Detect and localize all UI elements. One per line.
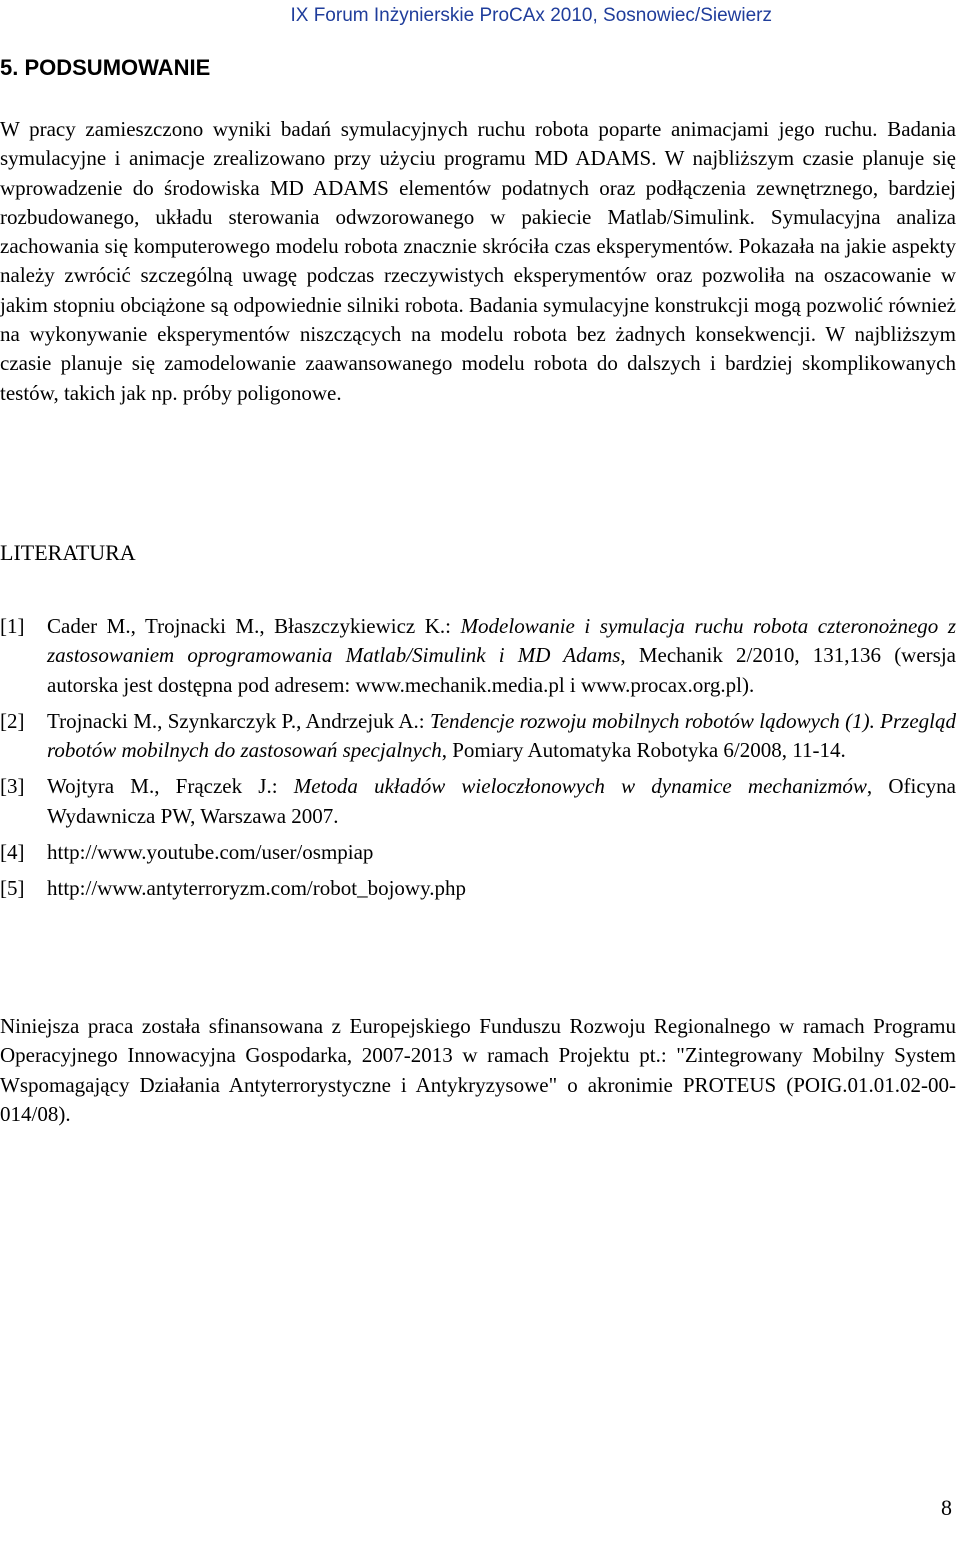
reference-authors: Trojnacki M., Szynkarczyk P., Andrzejuk A.: [47,708,430,733]
reference-source: , Oficyna Wydawnicza PW, Warszawa 2007. [47,774,956,828]
reference-item [0,772,956,831]
reference-text [47,838,956,867]
reference-url: http://www.antyterroryzm.com/robot_bojowy.php [47,876,466,901]
reference-source: , Mechanik 2/2010, 131,136 (wersja autorska jest dostępna pod adresem: www.mechanik.media.pl i www.procax.org.pl). [47,643,956,697]
reference-item [0,612,956,700]
reference-title: Tendencje rozwoju mobilnych robotów lądowych (1). Przegląd robotów mobilnych do zastosowań specjalnych [47,708,956,763]
reference-authors: Wojtyra M., Frączek J.: [47,774,294,799]
reference-item [0,707,956,766]
reference-url: http://www.youtube.com/user/osmpiap [47,840,374,865]
summary-paragraph: W pracy zamieszczono wyniki badań symulacyjnych ruchu robota poparte animacjami jego ruchu. Badania symulacyjne i animacje zrealizowano przy użyciu programu MD ADAMS. W najbliższym czasie planuje się wprowadzenie do środowiska MD ADAMS elementów podatnych oraz podłączenia zewnętrznego, bardziej rozbudowanego, układu sterowania odwzorowanego w pakiecie Matlab/Simulink. Symulacyjna analiza zachowania się komputerowego modelu robota znacznie skróciła czas eksperymentów. Pokazała na jakie aspekty należy zwrócić szczególną uwagę podczas rzeczywistych eksperymentów oraz pozwoliła na oszacowanie w jakim stopniu obciążone są odpowiednie silniki robota. Badania symulacyjne konstrukcji mogą pozwolić również na wykonywanie eksperymentów niszczących na modelu robota bez żadnych konsekwencji. W najbliższym czasie planuje się zamodelowanie zaawansowanego modelu robota do dalszych i bardziej skomplikowanych testów, takich jak np. próby poligonowe. [0,117,956,405]
reference-list [0,612,956,911]
section-heading: 5. PODSUMOWANIE [0,55,211,80]
reference-text [47,874,956,903]
funding-paragraph: Niniejsza praca została sfinansowana z Europejskiego Funduszu Rozwoju Regionalnego w ramach Programu Operacyjnego Innowacyjna Gospodarka, 2007-2013 w ramach Projektu pt.: "Zintegrowany Mobilny System Wspomagający Działania Antyterrorystyczne i Antykryzysowe" o akronimie PROTEUS (POIG.01.01.02-00-014/08). [0,1014,956,1126]
reference-authors: Cader M., Trojnacki M., Błaszczykiewicz K.: [47,614,461,638]
reference-item [0,838,956,867]
reference-title: Modelowanie i symulacja ruchu robota czteronożnego z zastosowaniem oprogramowania Matlab/Simulink i MD Adams [47,614,956,668]
reference-text [47,707,956,766]
literature-heading: LITERATURA [0,540,136,565]
reference-number: [4] [0,840,25,865]
reference-title: Metoda układów wieloczłonowych w dynamice mechanizmów [293,774,867,799]
reference-number: [3] [0,774,25,799]
reference-number: [1] [0,614,25,638]
reference-text [47,612,956,700]
reference-item [0,874,956,903]
reference-source: , Pomiary Automatyka Robotyka 6/2008, 11-14. [441,738,846,763]
reference-number: [5] [0,876,25,901]
reference-number: [2] [0,708,25,733]
running-header: IX Forum Inżynierskie ProCAx 2010, Sosnowiec/Siewierz [290,5,772,26]
reference-text [47,772,956,831]
page-number: 8 [941,1495,952,1520]
